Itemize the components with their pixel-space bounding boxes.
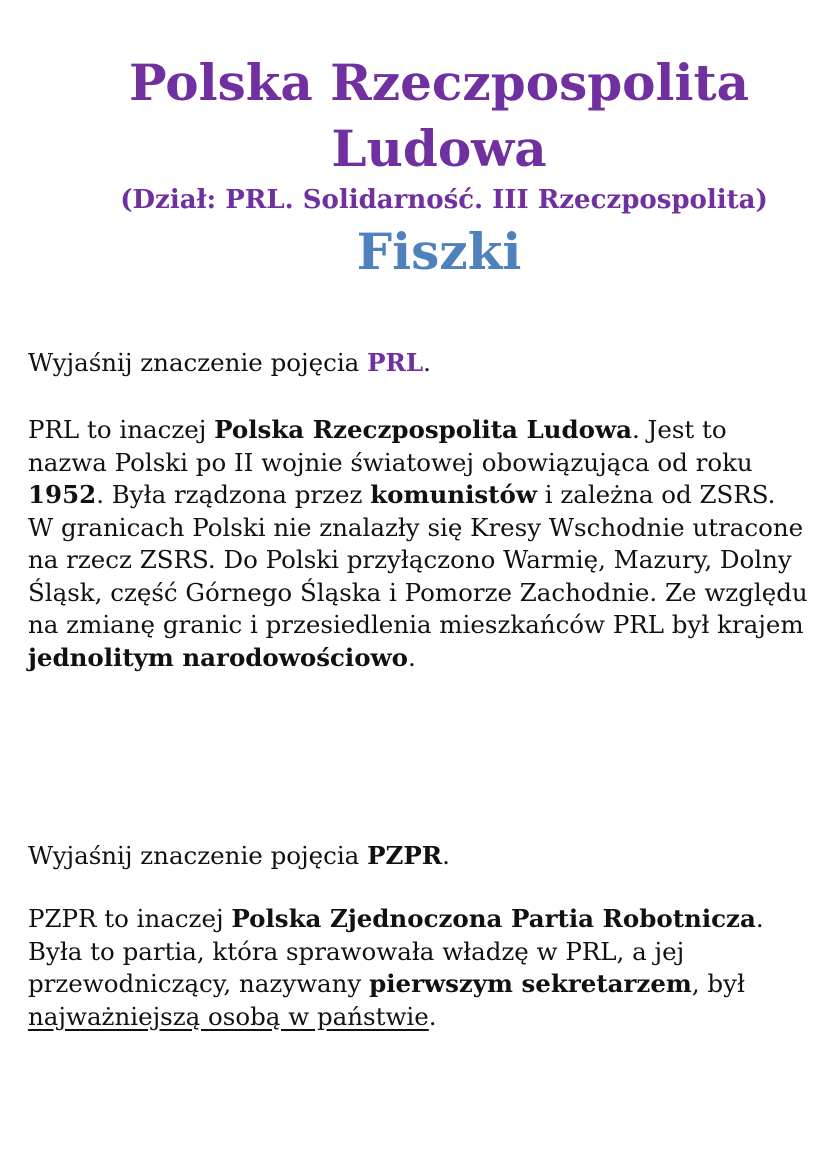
answer-bold-year: 1952 xyxy=(28,480,97,509)
question-term: PRL xyxy=(367,348,424,377)
answer-bold-term: pierwszym sekretarzem xyxy=(369,969,692,998)
answer-text: , był xyxy=(691,969,745,998)
flashcards-label: Fiszki xyxy=(356,222,522,281)
answer-underlined-phrase: najważniejszą osobą w państwie xyxy=(28,1001,429,1031)
answer-text: i zależna od ZSRS. W granicach Polski nie znalazły się Kresy Wschodnie utracone na rzecz ZSRS. Do Polski przyłączono Warmię, Mazury, Dolny Śląsk, część Górnego Śląska i Pomorze Zachodnie. Ze względu na zmianę granic i przesiedlenia mieszkańców PRL był krajem xyxy=(28,480,808,639)
answer-text: . Była rządzona przez xyxy=(96,480,371,509)
answer-bold-term: Polska Zjednoczona Partia Robotnicza xyxy=(231,904,756,933)
answer-text: . Jest to nazwa Polski po II wojnie światowej obowiązująca od roku xyxy=(28,415,753,477)
question-term: PZPR xyxy=(367,841,443,870)
question-pzpr xyxy=(28,840,808,873)
answer-bold-term: jednolitym narodowościowo xyxy=(28,642,408,672)
question-text: Wyjaśnij znaczenie pojęcia xyxy=(28,841,368,870)
answer-text: PRL to inaczej xyxy=(28,415,215,444)
answer-text: PZPR to inaczej xyxy=(28,904,232,933)
title-line-1: Polska Rzeczpospolita xyxy=(128,53,750,112)
answer-bold-term: Polska Rzeczpospolita Ludowa xyxy=(214,415,632,444)
answer-text: . xyxy=(408,642,416,672)
question-prl xyxy=(28,347,808,380)
title-line-2: Ludowa xyxy=(331,119,547,178)
answer-text: . xyxy=(428,1001,437,1031)
answer-bold-term: komunistów xyxy=(370,480,537,509)
question-suffix: . xyxy=(442,841,450,870)
section-subtitle: (Dział: PRL. Solidarność. III Rzeczpospolita) xyxy=(120,185,768,215)
answer-text: . Była to partia, która sprawowała władzę w PRL, a jej przewodniczący, nazywany xyxy=(28,904,764,998)
question-suffix: . xyxy=(423,348,431,377)
answer-pzpr xyxy=(28,903,808,1033)
answer-prl xyxy=(28,414,808,674)
question-text: Wyjaśnij znaczenie pojęcia xyxy=(28,348,368,377)
